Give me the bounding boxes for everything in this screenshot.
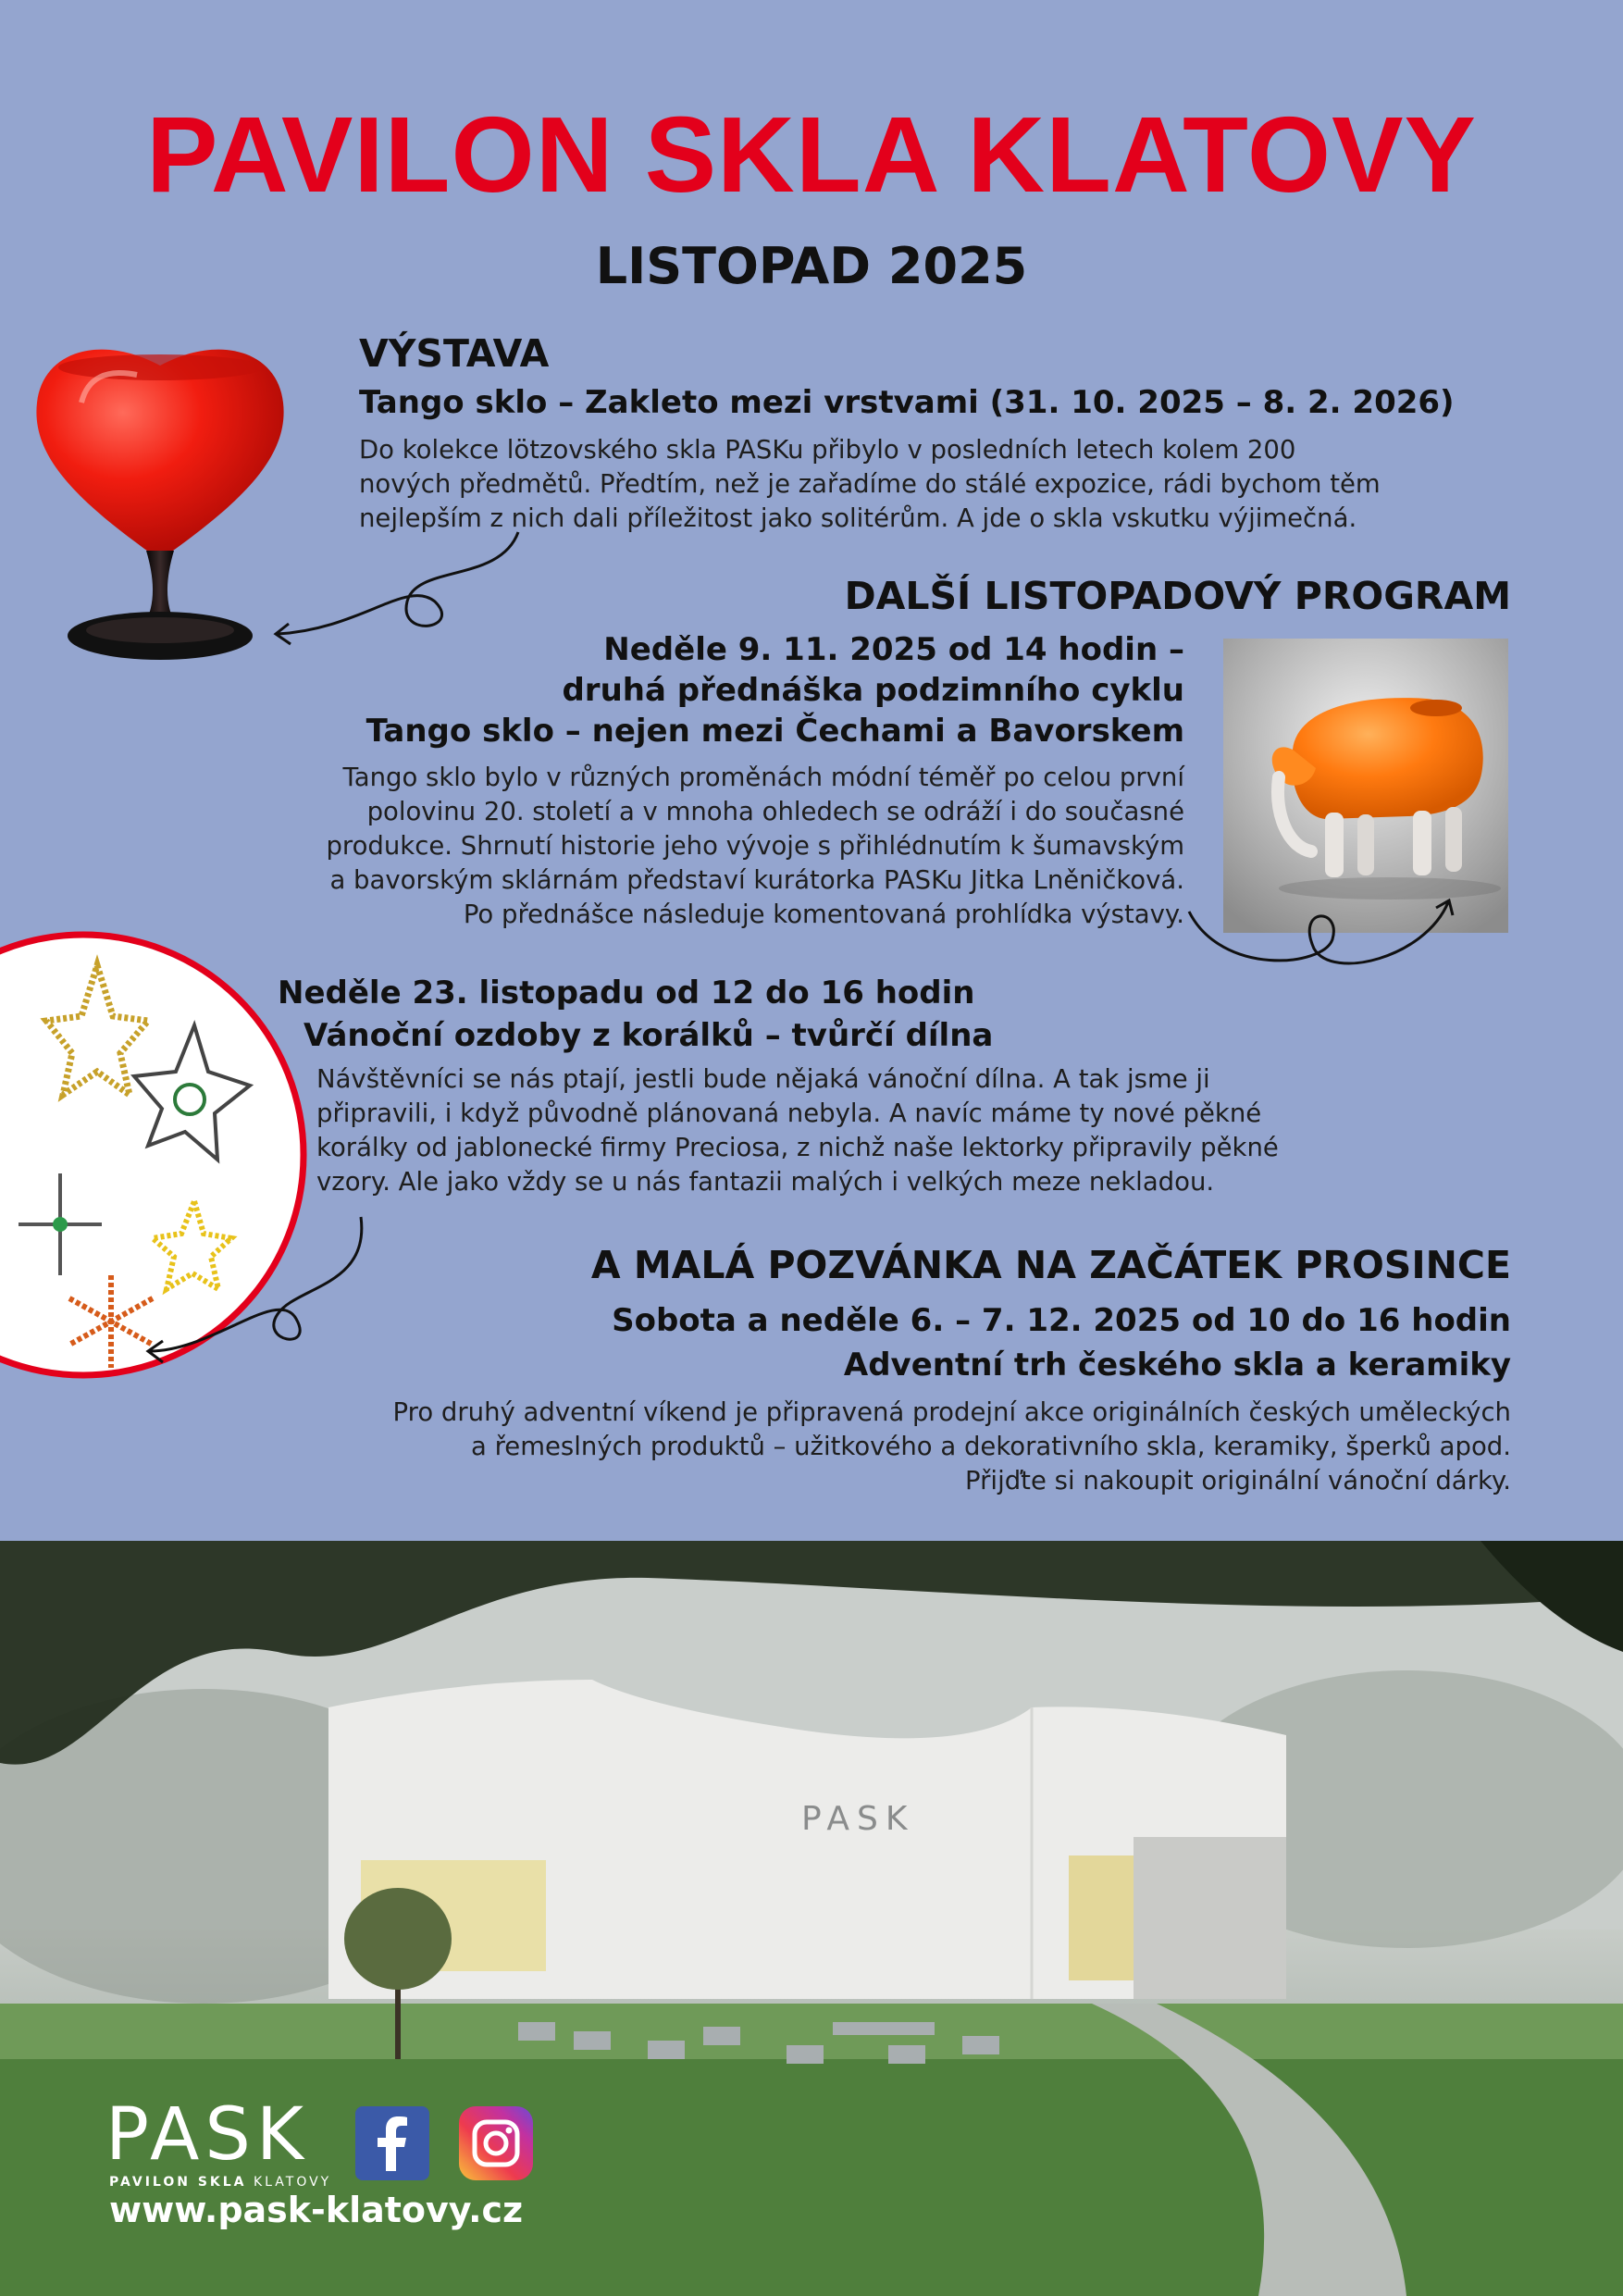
instagram-icon[interactable] xyxy=(459,2106,533,2180)
page-title: PAVILON SKLA KLATOVY xyxy=(146,94,1477,215)
lecture-title: Neděle 9. 11. 2025 od 14 hodin – druhá přednáška podzimního cyklu Tango sklo – nejen mezi Čechami a Bavorskem xyxy=(365,631,1184,750)
pask-logo-subtitle: PAVILON SKLA KLATOVY xyxy=(109,2175,332,2190)
lecture-text: Tango sklo bylo v různých proměnách módní téměř po celou první polovinu 20. století a v mnoha ohledech se odráží i do současné produkce. Shrnutí historie jeho vývoje s přihlédnutím k šumavským a bavorským sklárnám představí kurátorka PASKu Jitka Lněničková. Po přednášce následuje komentovaná prohlídka výstavy. xyxy=(326,763,1184,929)
facebook-icon[interactable] xyxy=(355,2106,429,2180)
building-sign: PASK xyxy=(801,1800,915,1838)
pask-logo: PASK xyxy=(105,2093,310,2177)
exhibition-heading: VÝSTAVA xyxy=(359,331,550,376)
exhibition-text: Do kolekce lötzovského skla PASKu přibylo v posledních letech kolem 200 nových předmětů. Předtím, než je zařadíme do stálé expozice, rádi bychom těm nejlepším z nich dali příležitost jako solitérům. A jde o skla vskutku výjimečná. xyxy=(359,435,1381,533)
workshop-title: Neděle 23. listopadu od 12 do 16 hodin Vánoční ozdoby z korálků – tvůrčí dílna xyxy=(278,974,994,1054)
december-title: Sobota a neděle 6. – 7. 12. 2025 od 10 do 16 hodin Adventní trh českého skla a keramiky xyxy=(612,1302,1511,1384)
program-heading: DALŠÍ LISTOPADOVÝ PROGRAM xyxy=(844,574,1511,618)
december-heading: A MALÁ POZVÁNKA NA ZAČÁTEK PROSINCE xyxy=(590,1243,1511,1287)
page-subtitle: LISTOPAD 2025 xyxy=(595,237,1028,295)
workshop-text: Návštěvníci se nás ptají, jestli bude nějaká vánoční dílna. A tak jsme ji připravili, i když původně plánovaná nebyla. A navíc máme ty nové pěkné korálky od jablonecké firmy Preciosa, z nichž naše lektorky připravily pěkné vzory. Ale jako vždy se u nás fantazii malých i velkých meze nekladou. xyxy=(316,1064,1279,1197)
website-link[interactable]: www.pask-klatovy.cz xyxy=(109,2190,524,2230)
heart-glass-image xyxy=(26,329,294,666)
december-text: Pro druhý adventní víkend je připravená prodejní akce originálních českých uměleckých a řemeslných produktů – užitkového a dekorativního skla, keramiky, šperků apod. Přijďte si nakoupit originální vánoční dárky. xyxy=(392,1397,1511,1496)
exhibition-title: Tango sklo – Zakleto mezi vrstvami (31. 10. 2025 – 8. 2. 2026) xyxy=(359,384,1455,421)
curly-arrow-icon xyxy=(1184,875,1471,986)
